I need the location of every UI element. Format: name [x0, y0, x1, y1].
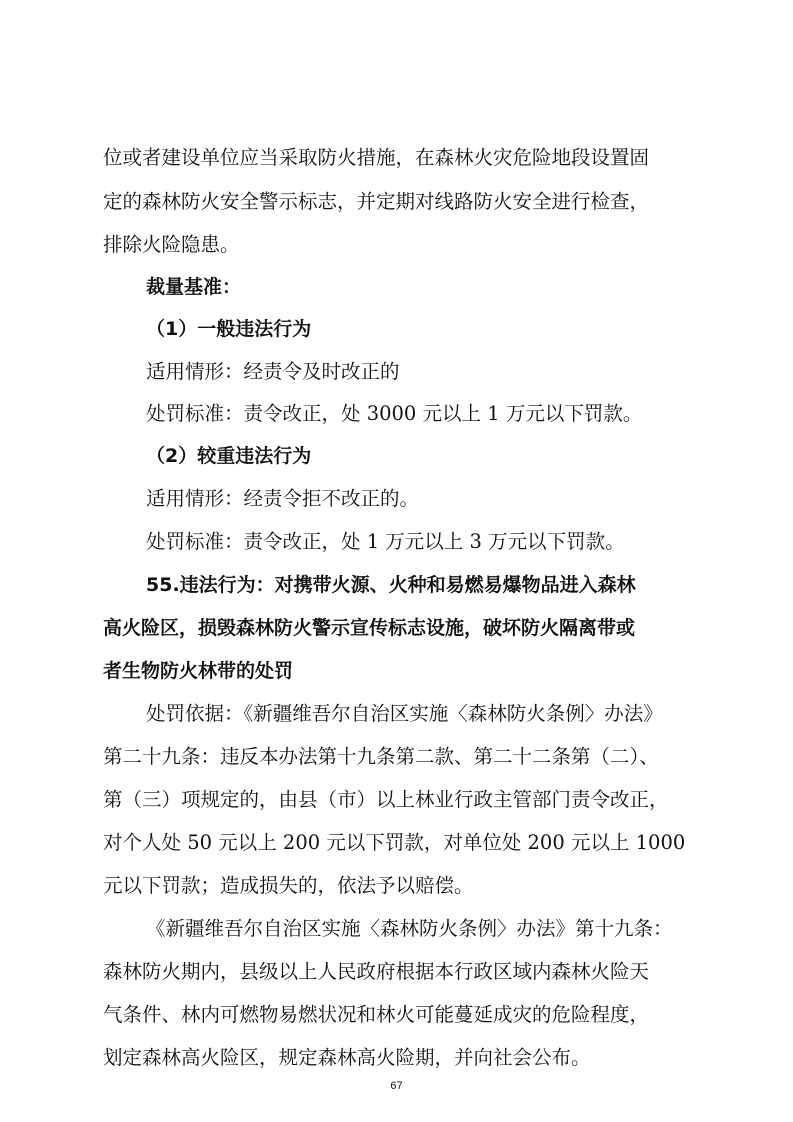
text-line: 处罚标准：责令改正，处 1 万元以上 3 万元以下罚款。 [146, 530, 625, 553]
text-line: 对个人处 50 元以上 200 元以下罚款，对单位处 200 元以上 1000 [103, 831, 686, 854]
page-number: 67 [390, 1080, 403, 1092]
text-line: 排除火险隐患。 [103, 233, 240, 256]
text-line: 位或者建设单位应当采取防火措施，在森林火灾危险地段设置固 [103, 146, 650, 169]
text-line: 适用情形：经责令及时改正的 [146, 360, 400, 383]
text-line: 元以下罚款；造成损失的，依法予以赔偿。 [103, 874, 474, 897]
subsection-heading: （2）较重违法行为 [146, 445, 312, 467]
text-line: 定的森林防火安全警示标志，并定期对线路防火安全进行检查， [103, 190, 650, 213]
text-line: 《新疆维吾尔自治区实施〈森林防火条例〉办法》第十九条： [146, 917, 673, 940]
article-heading: 高火险区，损毁森林防火警示宣传标志设施，破坏防火隔离带或 [103, 617, 636, 639]
text-line: 第二十九条：违反本办法第十九条第二款、第二十二条第（二）、 [103, 745, 659, 768]
subsection-heading: （1）一般违法行为 [146, 318, 312, 340]
text-line: 第（三）项规定的，由县（市）以上林业行政主管部门责令改正， [103, 788, 669, 811]
text-line: 处罚标准：责令改正，处 3000 元以上 1 万元以下罚款。 [146, 402, 643, 425]
section-heading: 裁量基准： [146, 276, 242, 298]
text-line: 森林防火期内，县级以上人民政府根据本行政区域内森林火险天 [103, 960, 650, 983]
text-line: 适用情形：经责令拒不改正的。 [146, 487, 420, 510]
article-heading: 55.违法行为：对携带火源、火种和易燃易爆物品进入森林 [146, 574, 636, 596]
article-heading: 者生物防火林带的处罚 [103, 660, 294, 682]
text-line: 气条件、林内可燃物易燃状况和林火可能蔓延成灾的危险程度， [103, 1003, 650, 1026]
text-line: 划定森林高火险区，规定森林高火险期，并向社会公布。 [103, 1046, 591, 1069]
text-line: 处罚依据：《新疆维吾尔自治区实施〈森林防火条例〉办法》 [146, 702, 663, 725]
